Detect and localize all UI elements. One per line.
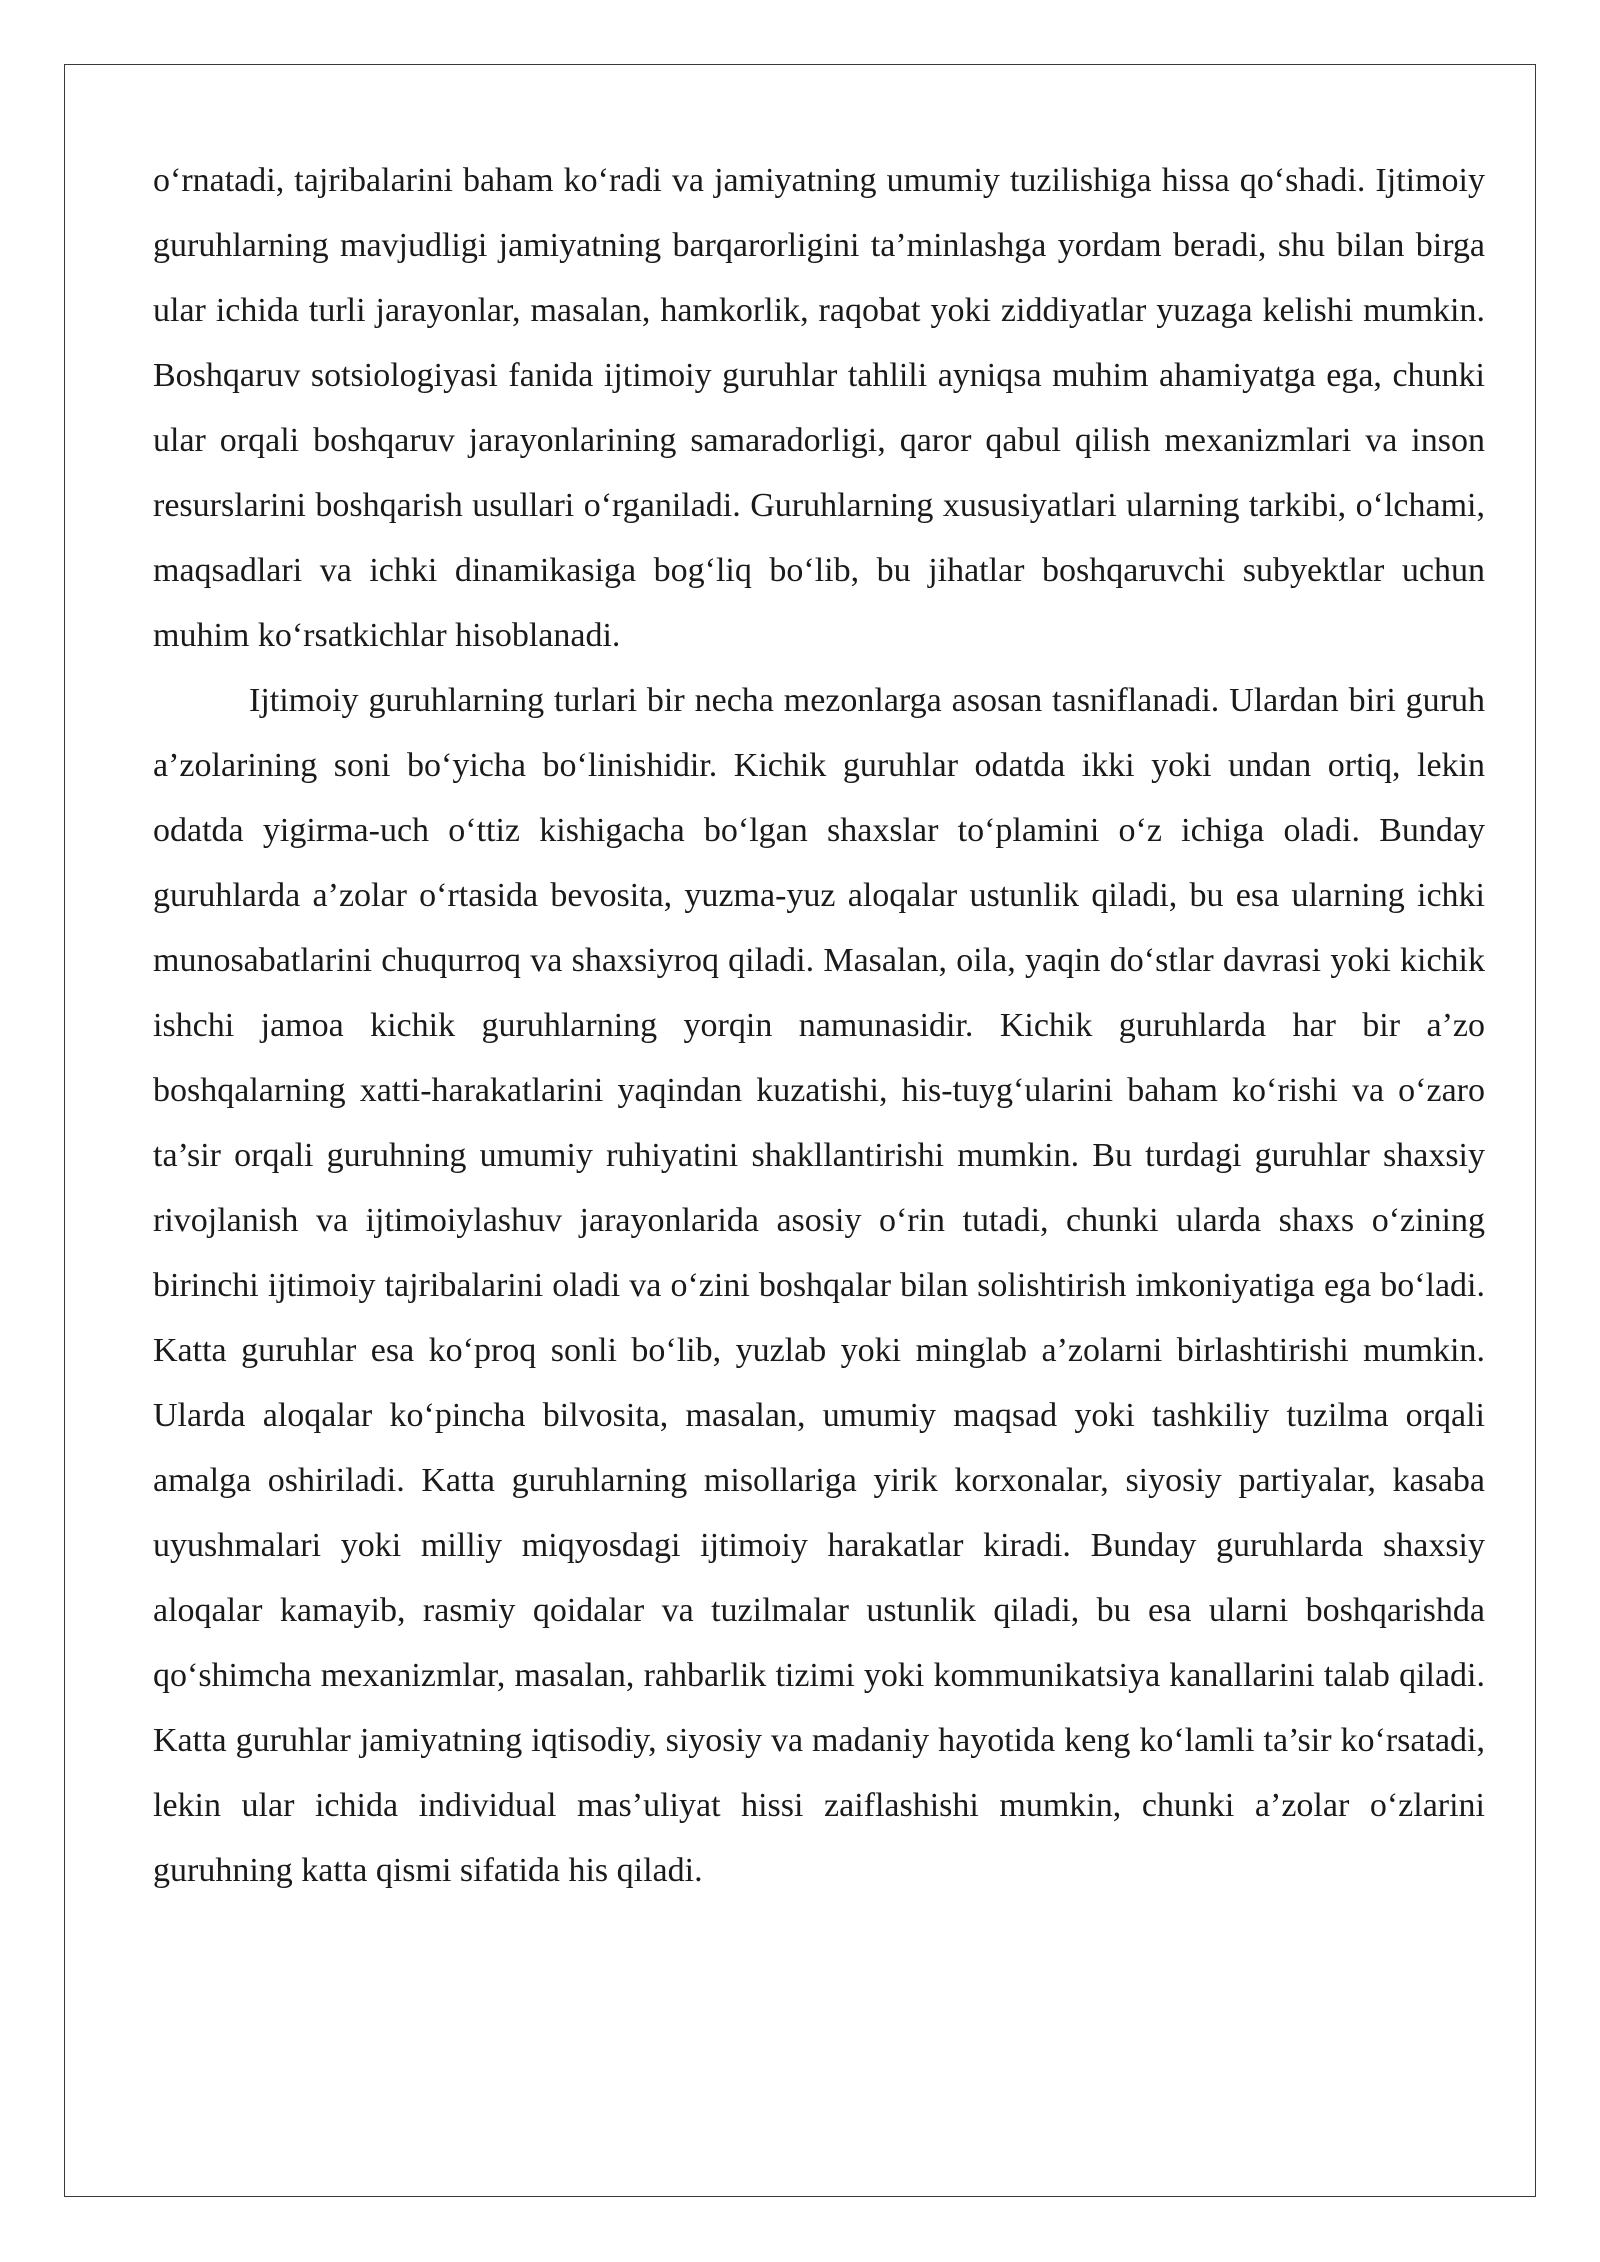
paragraph-group-types: Ijtimoiy guruhlarning turlari bir necha mezonlarga asosan tasniflanadi. Ulardan biri guruh a’zolarining soni bo‘yicha bo‘linishidir. Kichik guruhlar odatda ikki yoki undan ortiq, lekin odatda yigirma-uch o‘ttiz kishigacha bo‘lgan shaxslar to‘plamini o‘z ichiga oladi. Bunday guruhlarda a’zolar o‘rtasida bevosita, yuzma-yuz aloqalar ustunlik qiladi, bu esa ularning ichki munosabatlarini chuqurroq va shaxsiyroq qiladi. Masalan, oila, yaqin do‘stlar davrasi yoki kichik ishchi jamoa kichik guruhlarning yorqin namunasidir. Kichik guruhlarda har bir a’zo boshqalarning xatti-harakatlarini yaqindan kuzatishi, his-tuyg‘ularini baham ko‘rishi va o‘zaro ta’sir orqali guruhning umumiy ruhiyatini shakllantirishi mumkin. Bu turdagi guruhlar shaxsiy rivojlanish va ijtimoiylashuv jarayonlarida asosiy o‘rin tutadi, chunki ularda shaxs o‘zining birinchi ijtimoiy tajribalarini oladi va o‘zini boshqalar bilan solishtirish imkoniyatiga ega bo‘ladi. Katta guruhlar esa ko‘proq sonli bo‘lib, yuzlab yoki minglab a’zolarni birlashtirishi mumkin. Ularda aloqalar ko‘pincha bilvosita, masalan, umumiy maqsad yoki tashkiliy tuzilma orqali amalga oshiriladi. Katta guruhlarning misollariga yirik korxonalar, siyosiy partiyalar, kasaba uyushmalari yoki milliy miqyosdagi ijtimoiy harakatlar kiradi. Bunday guruhlarda shaxsiy aloqalar kamayib, rasmiy qoidalar va tuzilmalar ustunlik qiladi, bu esa ularni boshqarishda qo‘shimcha mexanizmlar, masalan, rahbarlik tizimi yoki kommunikatsiya kanallarini talab qiladi. Katta guruhlar jamiyatning iqtisodiy, siyosiy va madaniy hayotida keng ko‘lamli ta’sir ko‘rsatadi, lekin ular ichida individual mas’uliyat hissi zaiflashishi mumkin, chunki a’zolar o‘zlarini guruhning katta qismi sifatida his qiladi. bbox=[153, 682, 1485, 1889]
document-body bbox=[153, 148, 1485, 1903]
paragraph-continuation: o‘rnatadi, tajribalarini baham ko‘radi va jamiyatning umumiy tuzilishiga hissa qo‘shadi. Ijtimoiy guruhlarning mavjudligi jamiyatning barqarorligini ta’minlashga yordam beradi, shu bilan birga ular ichida turli jarayonlar, masalan, hamkorlik, raqobat yoki ziddiyatlar yuzaga kelishi mumkin. Boshqaruv sotsiologiyasi fanida ijtimoiy guruhlar tahlili ayniqsa muhim ahamiyatga ega, chunki ular orqali boshqaruv jarayonlarining samaradorligi, qaror qabul qilish mexanizmlari va inson resurslarini boshqarish usullari o‘rganiladi. Guruhlarning xususiyatlari ularning tarkibi, o‘lchami, maqsadlari va ichki dinamikasiga bog‘liq bo‘lib, bu jihatlar boshqaruvchi subyektlar uchun muhim ko‘rsatkichlar hisoblanadi. bbox=[153, 162, 1485, 654]
